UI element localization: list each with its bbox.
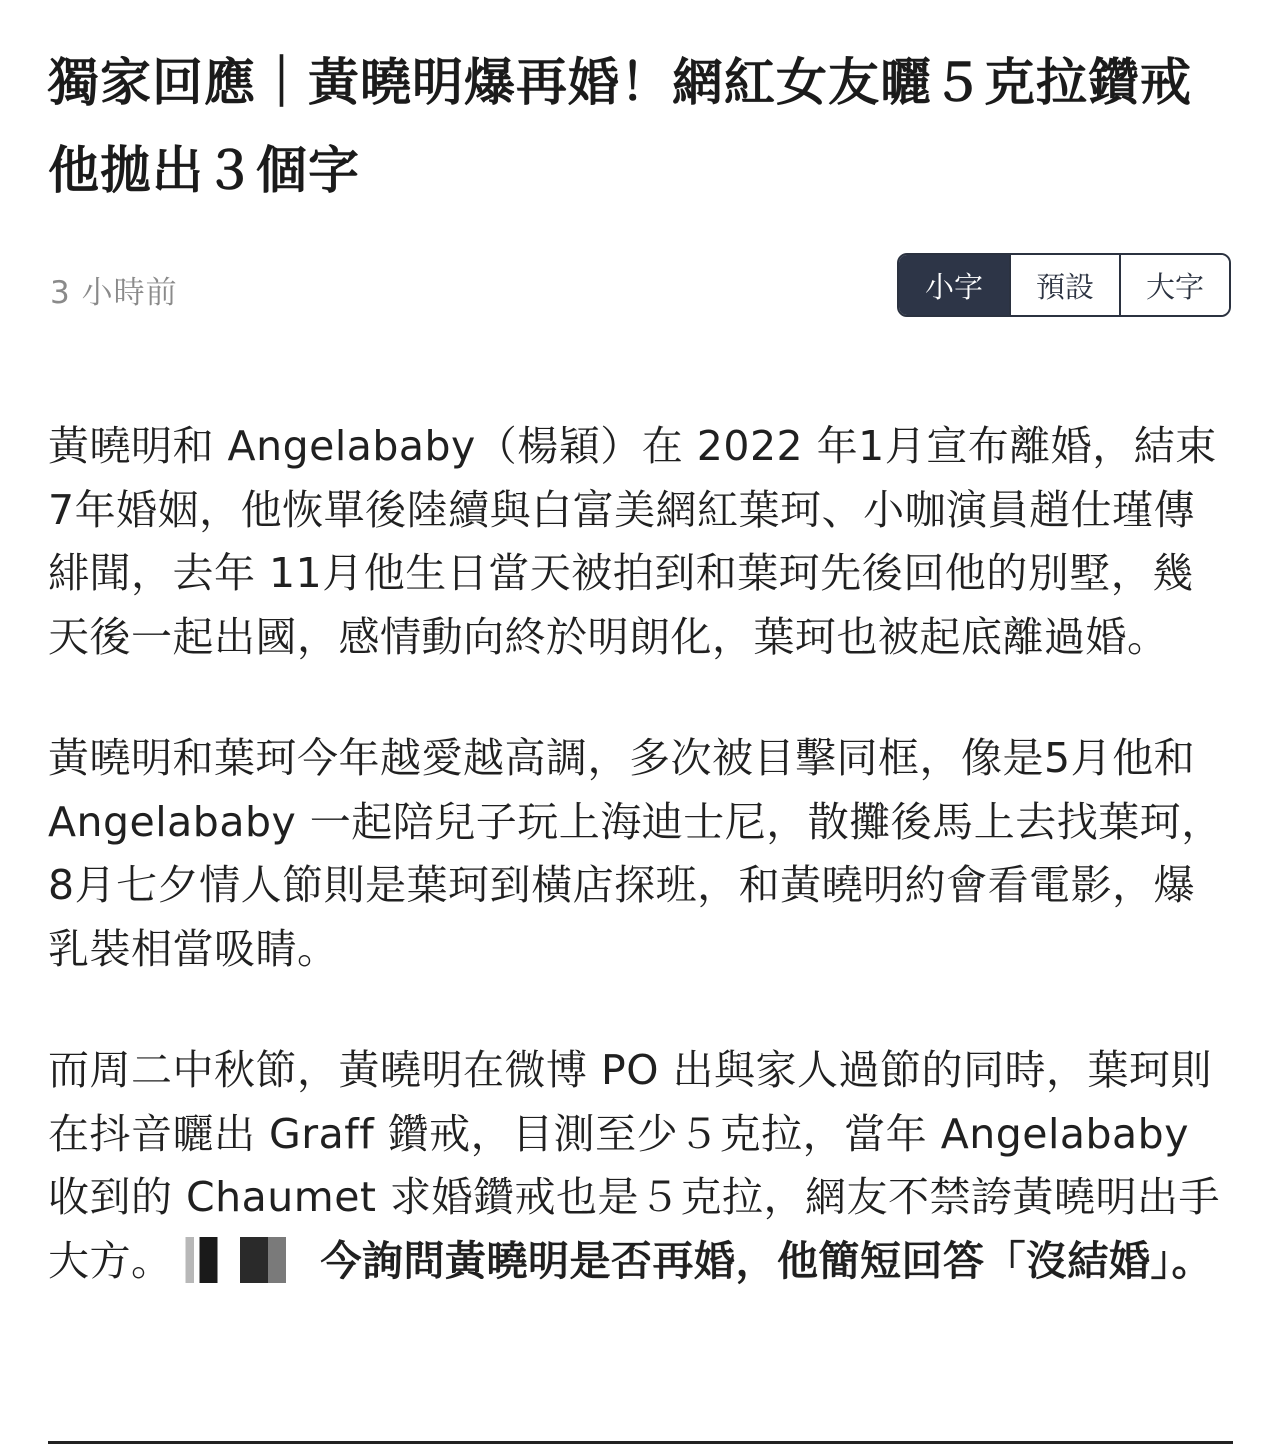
paragraph-3-text: 而周二中秋節，黃曉明在微博 PO 出與家人過節的同時，葉珂則在抖音曬出 Graff 鑽戒，目測至少５克拉，當年 Angelababy 收到的 Chaumet 求婚鑽戒也是５克拉，網友不禁誇黃曉明出手大方。 xyxy=(48,1046,1221,1285)
article-body xyxy=(48,415,1233,1293)
censored-source-mosaic xyxy=(177,1237,317,1283)
article-paragraph-3 xyxy=(48,1039,1233,1293)
font-size-large-button[interactable]: 大字 xyxy=(1119,255,1229,315)
article-meta-row xyxy=(48,253,1231,321)
article-paragraph-1: 黃曉明和 Angelababy（楊穎）在 2022 年1月宣布離婚，結束7年婚姻，他恢單後陸續與白富美網紅葉珂、小咖演員趙仕瑾傳緋聞，去年 11月他生日當天被拍到和葉珂先後回他的別墅，幾天後一起出國，感情動向終於明朗化，葉珂也被起底離過婚。 xyxy=(48,422,1217,661)
article-headline: 獨家回應｜黃曉明爆再婚！網紅女友曬５克拉鑽戒 他拋出３個字 xyxy=(48,54,1245,201)
font-size-toggle xyxy=(897,253,1231,317)
bottom-divider xyxy=(48,1441,1233,1444)
publish-timestamp: 3 小時前 xyxy=(50,275,178,311)
article xyxy=(48,40,1245,216)
font-size-default-button[interactable]: 預設 xyxy=(1009,255,1119,315)
font-size-small-button[interactable]: 小字 xyxy=(899,255,1009,315)
paragraph-3-bold-text: 今詢問黃曉明是否再婚，他簡短回答「沒結婚」。 xyxy=(320,1236,1213,1285)
article-paragraph-2: 黃曉明和葉珂今年越愛越高調，多次被目擊同框，像是5月他和 Angelababy 一起陪兒子玩上海迪士尼，散攤後馬上去找葉珂，8月七夕情人節則是葉珂到橫店探班，和黃曉明約會看電影，爆乳裝相當吸睛。 xyxy=(48,734,1223,973)
